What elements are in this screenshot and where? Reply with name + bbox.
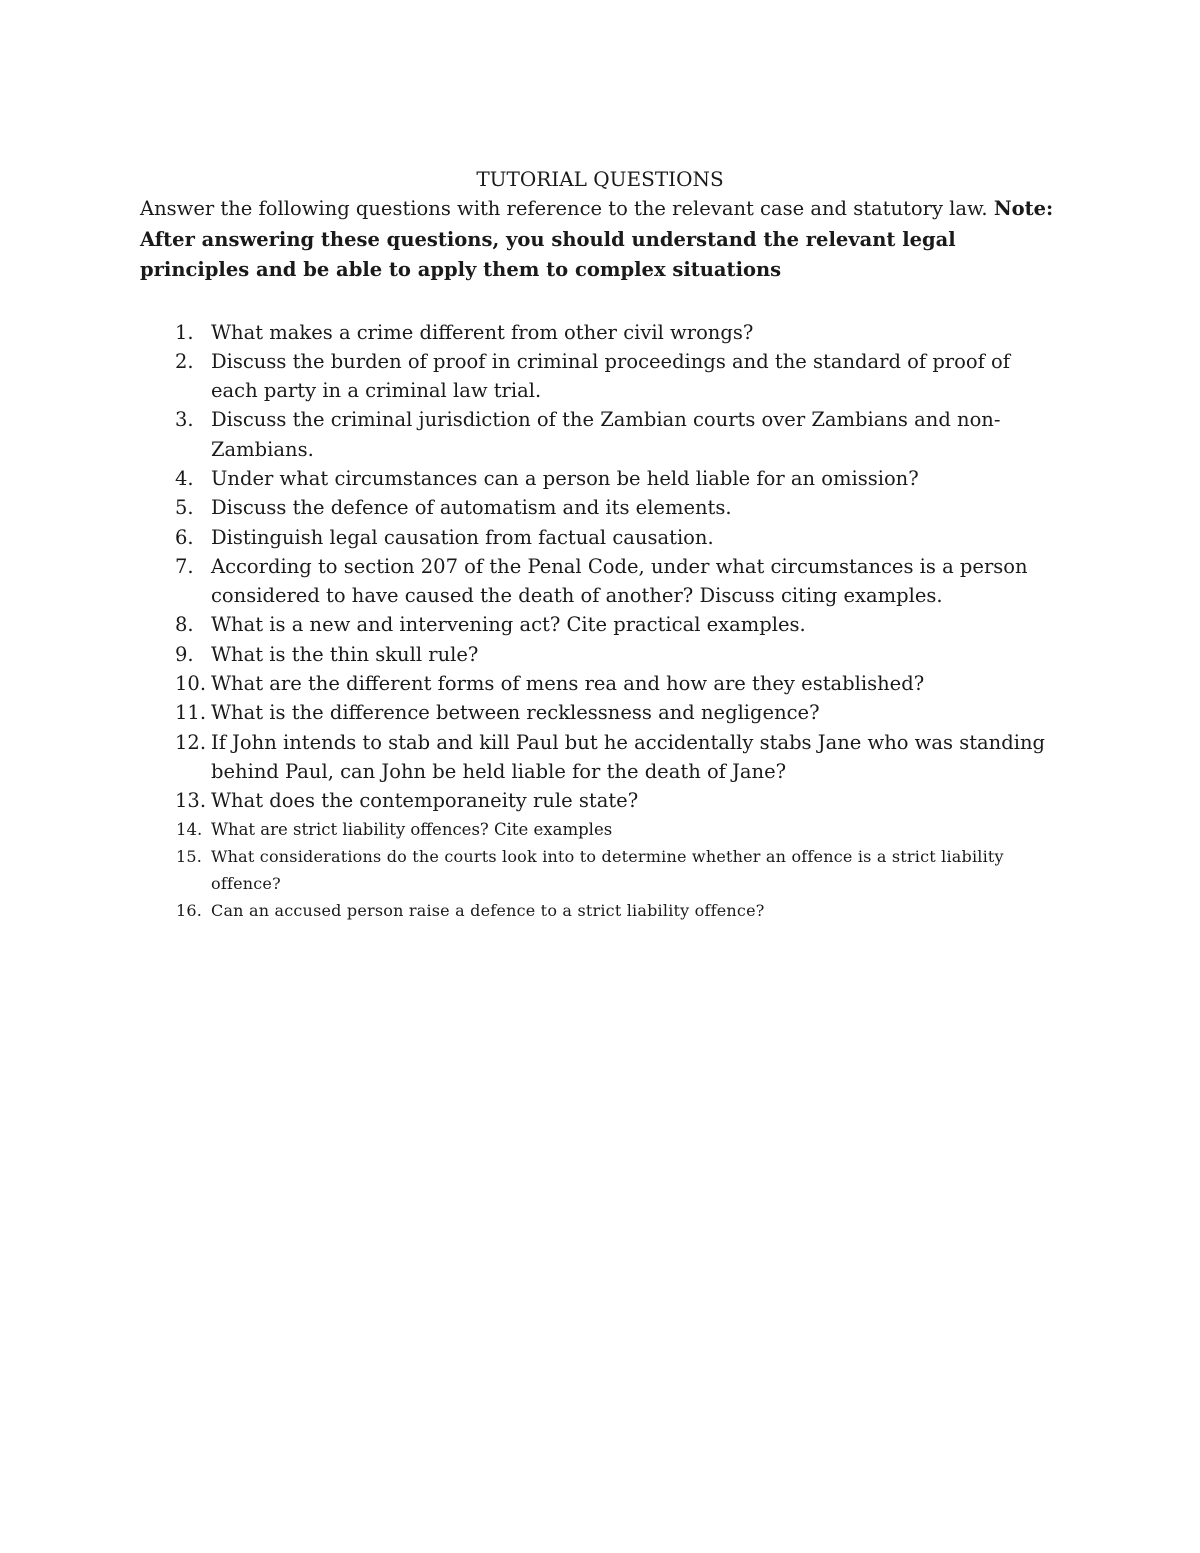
list-item: [140, 552, 1060, 611]
question-number: 11.: [175, 701, 207, 725]
list-item: [140, 786, 1060, 815]
question-number: 12.: [175, 730, 207, 754]
question-number: 3.: [175, 408, 194, 432]
list-item: [140, 464, 1060, 493]
list-item: [140, 405, 1060, 464]
list-item: [140, 318, 1060, 347]
question-text: What is the difference between recklessness and negligence?: [211, 701, 820, 725]
question-number: 6.: [175, 525, 194, 549]
question-number: 8.: [175, 613, 194, 637]
question-number: 7.: [175, 554, 194, 578]
intro-note: Note: After answering these questions, you should understand the relevant legal principles and be able to apply them to complex situations: [140, 197, 1054, 281]
question-text: Discuss the defence of automatism and its elements.: [211, 496, 732, 520]
question-number: 2.: [175, 349, 194, 373]
question-text: What are strict liability offences? Cite examples: [211, 819, 613, 839]
list-item: [140, 669, 1060, 698]
list-item: [140, 493, 1060, 522]
list-item: [140, 897, 1060, 924]
question-text: Discuss the criminal jurisdiction of the Zambian courts over Zambians and non-Zambians.: [211, 408, 1001, 461]
question-number: 10.: [175, 672, 207, 696]
question-text: What is the thin skull rule?: [211, 642, 479, 666]
question-text: What does the contemporaneity rule state?: [211, 789, 639, 813]
question-number: 5.: [175, 496, 194, 520]
list-item: [140, 347, 1060, 406]
list-item: [140, 816, 1060, 843]
document-page: [140, 164, 1060, 924]
question-text: What makes a crime different from other civil wrongs?: [211, 320, 754, 344]
question-text: What considerations do the courts look into to determine whether an offence is a strict liability offence?: [211, 846, 1004, 893]
question-text: Distinguish legal causation from factual causation.: [211, 525, 714, 549]
question-text: What are the different forms of mens rea and how are they established?: [211, 672, 925, 696]
question-text: If John intends to stab and kill Paul but he accidentally stabs Jane who was standing behind Paul, can John be held liable for the death of Jane?: [211, 730, 1045, 783]
question-number: 16.: [176, 900, 203, 920]
list-item: [140, 640, 1060, 669]
list-item: [140, 698, 1060, 727]
question-number: 4.: [175, 466, 194, 490]
page-title: TUTORIAL QUESTIONS: [476, 167, 724, 191]
list-item: [140, 728, 1060, 787]
question-list: [140, 318, 1060, 924]
list-item: [140, 610, 1060, 639]
question-number: 15.: [176, 846, 203, 866]
question-number: 9.: [175, 642, 194, 666]
question-number: 13.: [175, 789, 207, 813]
question-number: 14.: [176, 819, 203, 839]
list-item: [140, 523, 1060, 552]
question-text: What is a new and intervening act? Cite practical examples.: [211, 613, 806, 637]
question-text: Under what circumstances can a person be held liable for an omission?: [211, 466, 919, 490]
question-text: Discuss the burden of proof in criminal proceedings and the standard of proof of each party in a criminal law trial.: [211, 349, 1010, 403]
question-text: Can an accused person raise a defence to a strict liability offence?: [211, 900, 765, 920]
list-item: [140, 843, 1060, 897]
intro-paragraph: [140, 194, 1060, 286]
question-number: 1.: [175, 320, 194, 344]
question-text: According to section 207 of the Penal Code, under what circumstances is a person considered to have caused the death of another? Discuss citing examples.: [211, 554, 1028, 608]
intro-text: Answer the following questions with reference to the relevant case and statutory law.: [140, 197, 994, 220]
